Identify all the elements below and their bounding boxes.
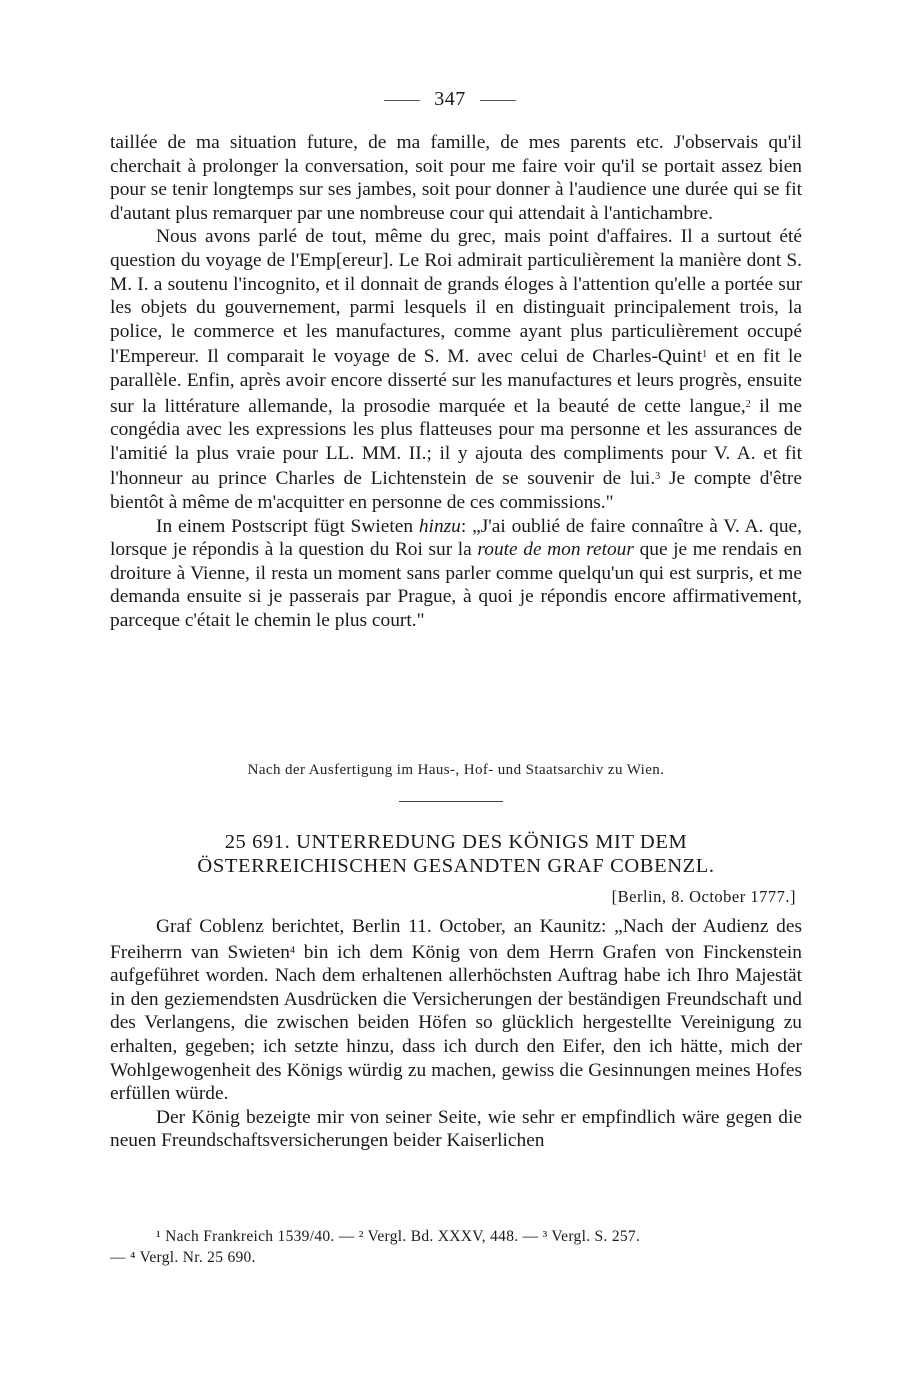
paragraph-2-part-a: Nous avons parlé de tout, même du grec, mais point d'affaires. Il a surtout été question du voyage de l'Emp[ereur]. Le Roi admirait particulièrement la manière dont S. M. I. a soutenu l'incognito, et il donnait de grands éloges à l'attention qu'elle a portée sur les objets du gouvernement, parmi lesquels il en distinguait principalement trois, la police, le commerce et les manufactures, comme ayant plus particulièrement occupé l'Empereur. Il comparait le voyage de S. M. avec celui de Charles-Quint	[110, 226, 802, 368]
footnote-marker-1: 1	[702, 349, 708, 361]
paragraph-3-part-a: : „J'ai oublié de faire connaître à V. A. que, lorsque je répondis à la question du Roi sur la	[110, 515, 802, 561]
source-note: Nach der Ausfertigung im Haus-, Hof- und Staatsarchiv zu Wien.	[247, 762, 665, 778]
page-number-dash-left	[384, 100, 420, 101]
footnote-marker-4: 4	[290, 944, 296, 956]
page-number-text: 347	[434, 88, 466, 110]
footnote-line-2: — ⁴ Vergl. Nr. 25 690.	[110, 1249, 256, 1266]
dateline: [Berlin, 8. October 1777.]	[611, 887, 796, 906]
footnote-marker-3: 3	[655, 471, 661, 483]
paragraph-2-part-b: et en fit le parallèle. Enfin, après avoir encore disserté sur les manufactures et leurs progrès, ensuite sur la littérature allemande, la prosodie marquée et la beauté de cette langue,	[110, 346, 802, 417]
paragraph-3-route: route de mon retour	[477, 539, 634, 561]
paragraph-4-part-a: Graf Coblenz berichtet, Berlin 11. October, an Kaunitz: „Nach der Audienz des Freiherrn van Swieten	[110, 916, 802, 963]
section-heading-line-2: ÖSTERREICHISCHEN GESANDTEN GRAF COBENZL.	[197, 855, 715, 877]
paragraph-3	[110, 515, 802, 633]
paragraph-2	[110, 225, 802, 514]
section-heading-line-1: 25 691. UNTERREDUNG DES KÖNIGS MIT DEM	[224, 831, 688, 853]
paragraph-4	[110, 915, 802, 1106]
paragraph-5: Der König bezeigte mir von seiner Seite, wie sehr er empfindlich wäre gegen die neuen Freundschaftsversicherungen beider Kaiserlichen	[110, 1106, 802, 1152]
section-divider	[399, 801, 503, 802]
section-heading	[110, 830, 802, 878]
paragraph-1: taillée de ma situation future, de ma famille, de mes parents etc. J'observais qu'il cherchait à prolonger la conversation, soit pour me faire voir qu'il se portait assez bien pour se tenir longtemps sur ses jambes, soit pour donner à l'audience une durée qui se fit d'autant plus remarquer par une nombreuse cour qui attendait à l'antichambre.	[110, 132, 802, 224]
report-body	[110, 915, 802, 1153]
paragraph-4-part-b: bin ich dem König von dem Herrn Grafen von Finckenstein aufgeführet worden. Nach dem erhaltenen allerhöchsten Auftrag habe ich Ihro Majestät in den geziemendsten Ausdrücken die Versicherungen der beständigen Freundschaft und des Verlangens, die zwischen beiden Höfen so glücklich hergestellte Vereinigung zu erhalten, gegeben; ich setzte hinzu, dass ich durch den Eifer, den ich hätte, mich der Wohlgewogenheit des Königs würdig zu machen, gewiss die Gesinnungen meines Hofes erfüllen würde.	[110, 941, 803, 1105]
page-number-dash-right	[480, 100, 516, 101]
paragraph-2-part-c: il me congédia avec les expressions les plus flatteuses pour ma personne et les assurances de l'amitié la plus vraie pour LL. MM. II.; il y ajouta des compliments pour V. A. et fit l'honneur au prince Charles de Lichtenstein de se souvenir de lui.	[110, 395, 802, 490]
letter-body	[110, 131, 802, 632]
paragraph-2-part-d: Je compte d'être bientôt à même de m'acquitter en personne de ces commissions."	[110, 468, 802, 513]
paragraph-3-prefix: In einem Postscript fügt Swieten	[156, 515, 414, 537]
footnote-marker-2: 2	[745, 398, 751, 410]
footnote-line-1: ¹ Nach Frankreich 1539/40. — ² Vergl. Bd. XXXV, 448. — ³ Vergl. S. 257.	[156, 1228, 641, 1245]
paragraph-3-part-b: que je me rendais en droiture à Vienne, il resta un moment sans parler comme quelqu'un qui est surpris, et me demanda ensuite si je passerais par Prague, à quoi je répondis encore affirmativement, parceque c'était le chemin le plus court."	[110, 539, 802, 631]
paragraph-3-hinzu: hinzu	[418, 515, 461, 537]
footnotes	[110, 1226, 802, 1268]
page-number	[0, 88, 900, 111]
